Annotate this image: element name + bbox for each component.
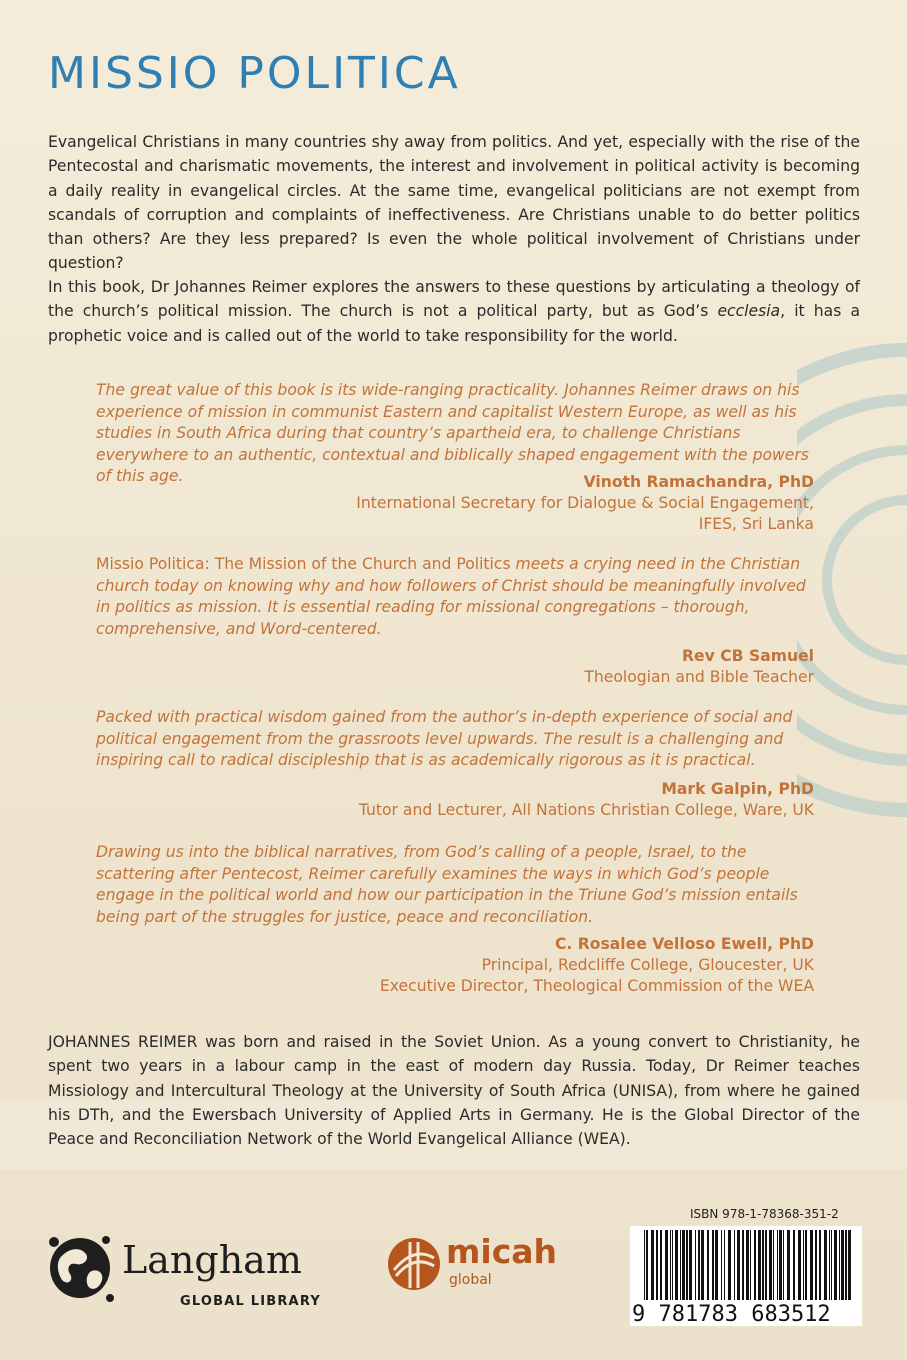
barcode-digits: 9 781783 683512: [632, 1302, 831, 1327]
book-title: MISSIO POLITICA: [48, 48, 461, 99]
partner-subtitle: global: [449, 1272, 492, 1288]
endorser-title: Tutor and Lecturer, All Nations Christian College, Ware, UK: [358, 801, 814, 819]
endorser-name: Vinoth Ramachandra, PhD: [583, 473, 814, 491]
barcode-bar: [758, 1230, 761, 1300]
isbn-text: ISBN 978-1-78368-351-2: [690, 1207, 839, 1221]
barcode-bar: [721, 1230, 722, 1300]
partner-name: micah: [446, 1232, 558, 1271]
barcode-bar: [793, 1230, 795, 1300]
barcode-bar: [750, 1230, 751, 1300]
barcode-bar: [665, 1230, 668, 1300]
barcode-bar: [656, 1230, 658, 1300]
barcode-bar: [695, 1230, 696, 1300]
endorser-title: Executive Director, Theological Commission of the WEA: [379, 977, 814, 995]
publisher-name: Langham: [122, 1238, 302, 1282]
barcode-bar: [701, 1230, 704, 1300]
barcode-bar: [737, 1230, 740, 1300]
endorser-title: International Secretary for Dialogue & Social Engagement,: [356, 494, 814, 512]
endorsement-attribution-4: [174, 934, 814, 997]
barcode-bar: [686, 1230, 688, 1300]
barcode-bar: [773, 1230, 774, 1300]
barcode-bar: [839, 1230, 840, 1300]
barcode-bar: [824, 1230, 827, 1300]
barcode-bars: [630, 1226, 862, 1302]
barcode-bar: [646, 1230, 648, 1300]
barcode-bar: [779, 1230, 782, 1300]
micah-logo: [386, 1232, 576, 1300]
endorser-title: Theologian and Bible Teacher: [584, 668, 814, 686]
barcode-bar: [728, 1230, 731, 1300]
endorser-name: Rev CB Samuel: [682, 647, 814, 665]
barcode-bar: [787, 1230, 790, 1300]
barcode-bar: [848, 1230, 851, 1300]
endorsement-attribution-3: [174, 779, 814, 821]
barcode-bar: [689, 1230, 692, 1300]
barcode-bar: [672, 1230, 673, 1300]
barcode-bar: [675, 1230, 678, 1300]
intro-paragraph-2: In this book, Dr Johannes Reimer explores the answers to these questions by articulating a theology of the church’s political mission. The church is not a political party, but as God’s ecclesia, it has a prophetic voice and is called out of the world to take responsibility for the world.: [48, 278, 860, 345]
barcode-bar: [742, 1230, 744, 1300]
barcode-bar: [805, 1230, 807, 1300]
intro-paragraph-1: Evangelical Christians in many countries shy away from politics. And yet, especially with the rise of the Pentecostal and charismatic movements, the interest and involvement in political activity is becoming a daily reality in evangelical circles. At the same time, evangelical politicians are not exempt from scandals of corruption and complaints of ineffectiveness. Are Christians unable to do better politics than others? Are they less prepared? Is even the whole political involvement of Christians under question?: [48, 133, 860, 273]
barcode-bar: [660, 1230, 662, 1300]
barcode-bar: [734, 1230, 735, 1300]
endorsement-attribution-1: [174, 472, 814, 535]
micah-emblem-icon: [386, 1236, 442, 1292]
barcode-bar: [798, 1230, 801, 1300]
barcode-bar: [819, 1230, 821, 1300]
barcode-bar: [698, 1230, 700, 1300]
barcode-bar: [754, 1230, 756, 1300]
endorsement-quote-4: Drawing us into the biblical narratives, from God’s calling of a people, Israel, to the scattering after Pentecost, Reimer carefully examines the ways in which God’s people engage in the political world and how our participation in the Triune God’s mission entails being part of the struggles for justice, peace and reconciliation.: [96, 843, 798, 926]
barcode-bar: [712, 1230, 714, 1300]
barcode-bar: [810, 1230, 813, 1300]
barcode-bar: [829, 1230, 830, 1300]
endorsement-quote-1: The great value of this book is its wide-ranging practicality. Johannes Reimer draws on his experience of mission in communist Eastern and capitalist Western Europe, as well as his studies in South Africa during that country’s apartheid era, to challenge Christians everywhere to an authentic, contextual and biblically shaped engagement with the powers of this age.: [96, 381, 809, 486]
author-bio: JOHANNES REIMER was born and raised in the Soviet Union. As a young convert to Christianity, he spent two years in a labour camp in the east of modern day Russia. Today, Dr Reimer teaches Missiology and Intercultural Theology at the University of South Africa (UNISA), from where he gained his DTh, and the Ewersbach University of Applied Arts in Germany. He is the Global Director of the Peace and Reconciliation Network of the World Evangelical Alliance (WEA).: [48, 1033, 860, 1149]
barcode-bar: [715, 1230, 718, 1300]
ecclesia-term: ecclesia: [717, 302, 781, 321]
barcode-bar: [845, 1230, 847, 1300]
book-full-title: Missio Politica: The Mission of the Church and Politics: [96, 555, 511, 573]
endorser-name: C. Rosalee Velloso Ewell, PhD: [554, 935, 814, 953]
barcode-bar: [815, 1230, 817, 1300]
barcode-bar: [765, 1230, 767, 1300]
barcode-bar: [769, 1230, 772, 1300]
barcode-bar: [803, 1230, 804, 1300]
barcode-bar: [762, 1230, 764, 1300]
endorsement-quote-3: Packed with practical wisdom gained from the author’s in-depth experience of social and political engagement from the grassroots level upwards. The result is a challenging and inspiring call to radical discipleship that is as academically rigorous as it is practical.: [96, 708, 793, 770]
barcode-bar: [834, 1230, 837, 1300]
barcode-bar: [783, 1230, 784, 1300]
barcode-bar: [707, 1230, 709, 1300]
barcode-bar: [777, 1230, 778, 1300]
barcode-bar: [841, 1230, 844, 1300]
publisher-subtitle: GLOBAL LIBRARY: [180, 1294, 321, 1309]
barcode-bar: [670, 1230, 671, 1300]
barcode-bar: [746, 1230, 749, 1300]
endorser-name: Mark Galpin, PhD: [661, 780, 814, 798]
barcode-bar: [831, 1230, 832, 1300]
globe-icon: [46, 1232, 116, 1308]
endorser-title: Principal, Redcliffe College, Gloucester, UK: [481, 956, 814, 974]
barcode-bar: [724, 1230, 725, 1300]
endorsement-quote-2: Missio Politica: The Mission of the Church and Politics meets a crying need in the Christian church today on knowing why and how followers of Christ should be meaningfully involved in politics as mission. It is essential reading for missional congregations – thorough, comprehensive, and Word-centered.: [96, 555, 806, 638]
barcode-bar: [644, 1230, 645, 1300]
endorser-title: IFES, Sri Lanka: [698, 515, 814, 533]
barcode-bar: [651, 1230, 654, 1300]
barcode-bar: [682, 1230, 685, 1300]
endorsement-attribution-2: [174, 646, 814, 688]
barcode-bar: [680, 1230, 681, 1300]
langham-logo: [46, 1232, 336, 1312]
